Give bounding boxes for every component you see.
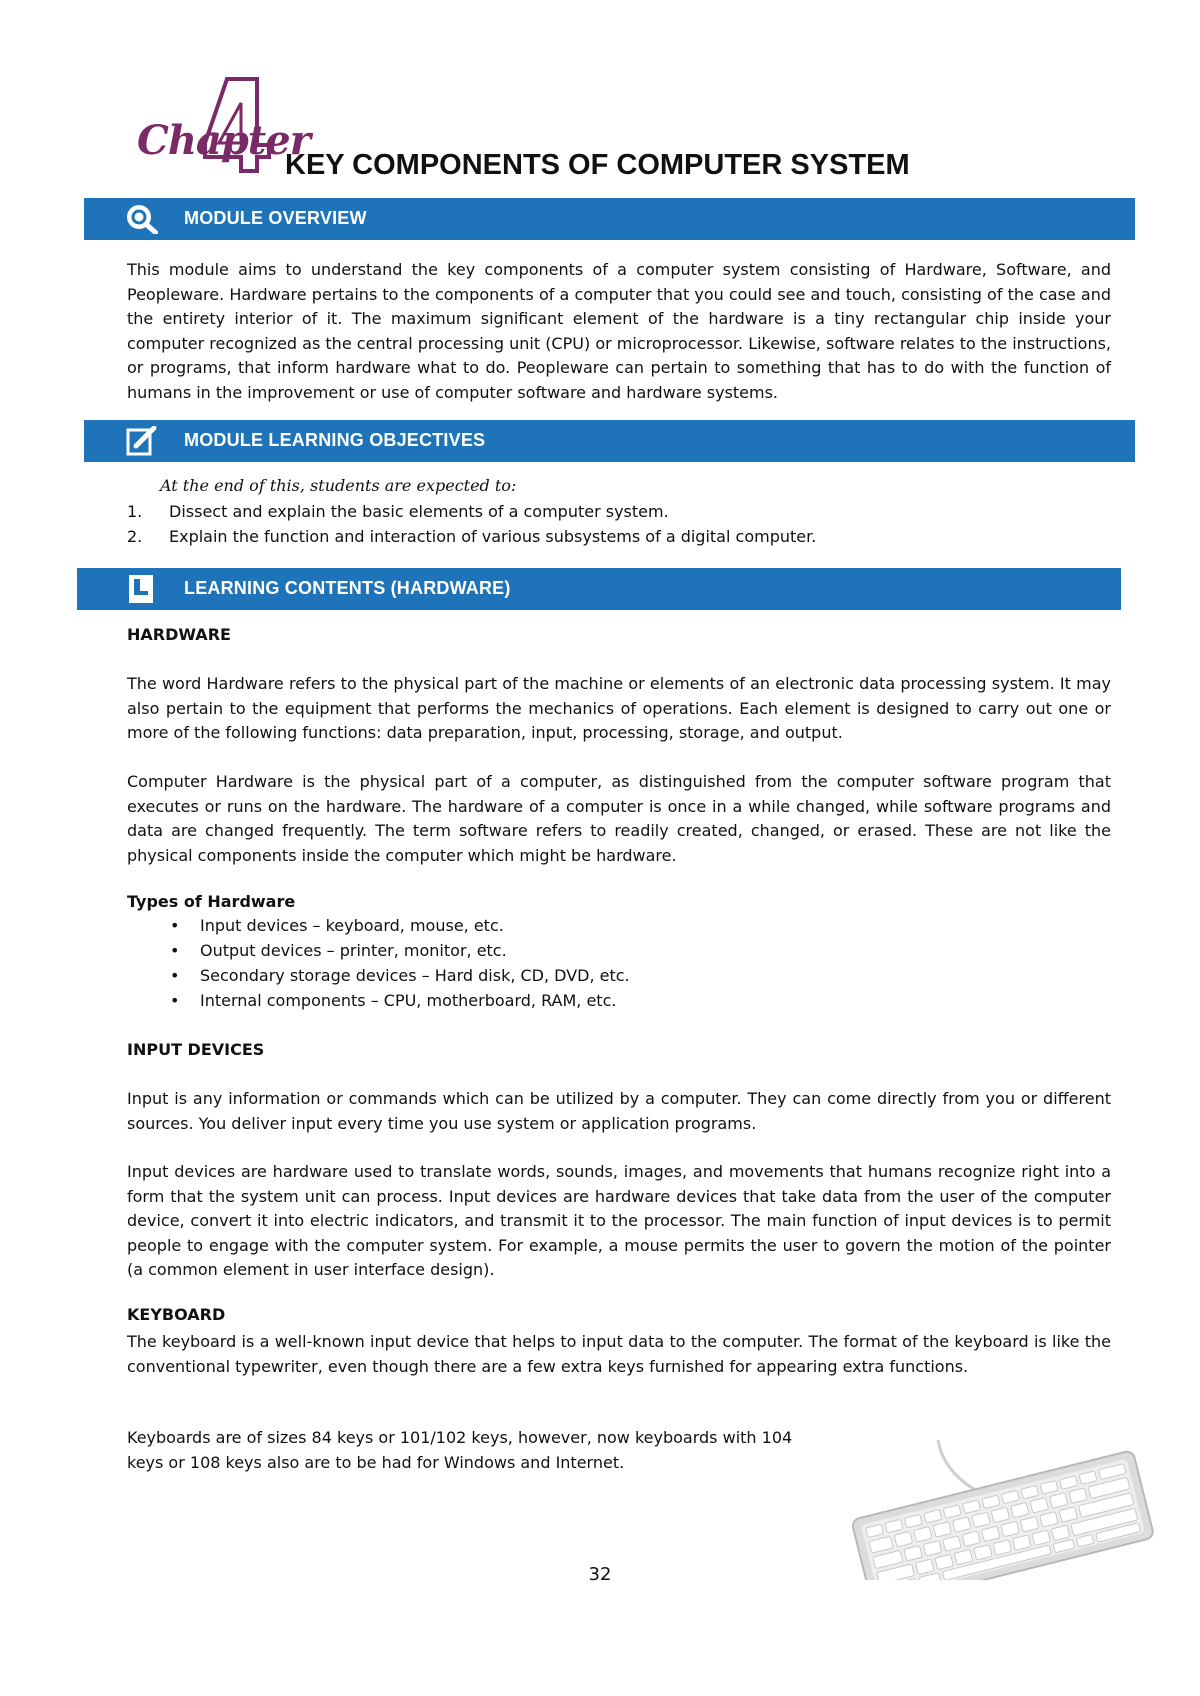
list-item-text: Internal components – CPU, motherboard, RAM, etc. (200, 991, 617, 1010)
input-devices-paragraph-1: Input is any information or commands which can be utilized by a computer. They can come directly from you or different sources. You deliver input every time you use system or application programs. (127, 1089, 1111, 1133)
list-item-text: Dissect and explain the basic elements of a computer system. (169, 502, 669, 521)
types-heading: Types of Hardware (127, 892, 296, 911)
list-item: • Internal components – CPU, motherboard, RAM, etc. (170, 991, 617, 1010)
magnifier-icon (126, 204, 158, 234)
keyboard-paragraph-1: The keyboard is a well-known input device that helps to input data to the computer. The format of the keyboard is like the conventional typewriter, even though there are a few extra keys furnished for appearing extra functions. (127, 1332, 1111, 1376)
section-bar-overview (84, 198, 1135, 240)
section-bar-objectives (84, 420, 1135, 462)
section-bar-contents (77, 568, 1121, 610)
hardware-types-list (170, 913, 630, 1013)
hardware-heading: HARDWARE (127, 625, 231, 644)
input-devices-paragraph-2: Input devices are hardware used to translate words, sounds, images, and movements that humans recognize right into a form that the system unit can process. Input devices are hardware devices that take data from the user of the computer device, convert it into electric indicators, and transmit it to the processor. The main function of input devices is to permit people to engage with the computer system. For example, a mouse permits the user to govern the motion of the pointer (a common element in user interface design). (127, 1162, 1111, 1279)
section-label-overview: MODULE OVERVIEW (184, 208, 367, 228)
chapter-title: KEY COMPONENTS OF COMPUTER SYSTEM (285, 149, 910, 181)
hardware-paragraph-1: The word Hardware refers to the physical part of the machine or elements of an electronic data processing system. It may also pertain to the equipment that performs the mechanics of operations. Each element is designed to carry out one or more of the following functions: data preparation, input, processing, storage, and output. (127, 674, 1111, 742)
keyboard-illustration (838, 1430, 1158, 1580)
overview-paragraph: This module aims to understand the key components of a computer system consisting of Hardware, Software, and Peopleware. Hardware pertains to the components of a computer that you could see and touch, consisting of the case and the entirety interior of it. The maximum significant element of the hardware is a tiny rectangular chip inside your computer recognized as the central processing unit (CPU) or microprocessor. Likewise, software relates to the instructions, or programs, that inform hardware what to do. Peopleware can pertain to something that has to do with the function of humans in the improvement or use of computer software and hardware systems. (127, 260, 1111, 402)
section-label-objectives: MODULE LEARNING OBJECTIVES (184, 430, 486, 450)
list-item-text: Secondary storage devices – Hard disk, CD, DVD, etc. (200, 966, 630, 985)
input-devices-heading: INPUT DEVICES (127, 1040, 265, 1059)
chapter-header (135, 75, 1085, 185)
hardware-paragraph-2: Computer Hardware is the physical part of a computer, as distinguished from the computer software program that executes or runs on the hardware. The hardware of a computer is once in a while changed, while software programs and data are changed frequently. The term software refers to readily created, changed, or erased. These are not like the physical components inside the computer which might be hardware. (127, 772, 1111, 865)
edit-icon (126, 426, 158, 456)
list-item-text: Output devices – printer, monitor, etc. (200, 941, 507, 960)
list-item-number: 1. (127, 502, 143, 521)
list-item (127, 500, 1107, 525)
list-item: • Input devices – keyboard, mouse, etc. (170, 916, 504, 935)
list-item: • Secondary storage devices – Hard disk, CD, DVD, etc. (170, 966, 630, 985)
list-item: • Output devices – printer, monitor, etc. (170, 941, 507, 960)
list-item-number: 2. (127, 526, 143, 546)
chapter-script-word: Chapter (137, 117, 310, 164)
list-item-text: Input devices – keyboard, mouse, etc. (200, 916, 504, 935)
list-item-text: Explain the function and interaction of various subsystems of a digital computer. (169, 526, 817, 546)
page-number: 32 (588, 1564, 612, 1585)
keyboard-heading: KEYBOARD (127, 1305, 226, 1324)
section-label-contents: LEARNING CONTENTS (HARDWARE) (184, 578, 511, 598)
document-icon (126, 574, 158, 604)
objectives-intro: At the end of this, students are expected to: (160, 476, 517, 495)
keyboard-paragraph-2: Keyboards are of sizes 84 keys or 101/102 keys, however, now keyboards with 104 keys or 108 keys also are to be had for Windows and Internet. (127, 1428, 793, 1472)
list-item (127, 525, 1107, 550)
objectives-list (127, 500, 1107, 549)
